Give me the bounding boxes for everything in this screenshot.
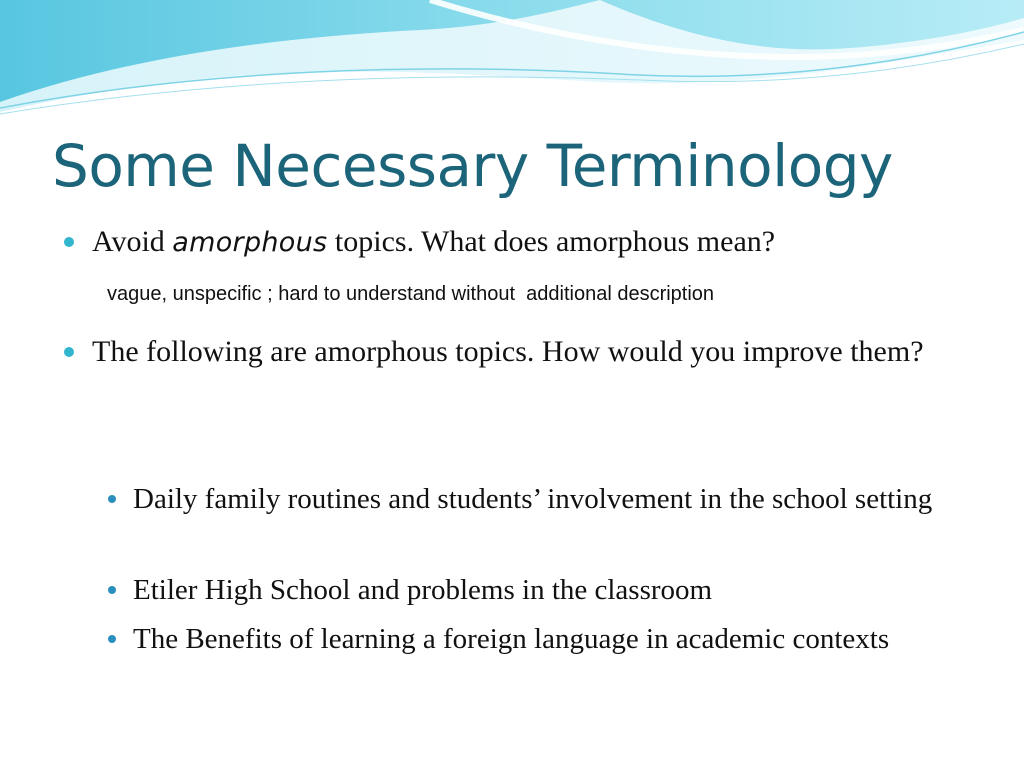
bullet1-prefix: Avoid bbox=[92, 225, 173, 258]
sub-bullet-dot bbox=[108, 495, 116, 503]
sub-item-benefits: The Benefits of learning a foreign language in academic contexts bbox=[133, 623, 890, 655]
bullet-following-topics: The following are amorphous topics. How would you improve them? bbox=[92, 335, 924, 368]
slide-title: Some Necessary Terminology bbox=[52, 132, 893, 200]
bullet-dot bbox=[64, 237, 74, 247]
decorative-wave-header bbox=[0, 0, 1024, 120]
sub-bullet-dot bbox=[108, 586, 116, 594]
sub-item-etiler: Etiler High School and problems in the classroom bbox=[133, 574, 713, 606]
bullet1-emphasis: amorphous bbox=[172, 227, 328, 258]
bullet1-suffix: topics. What does amorphous mean? bbox=[327, 225, 776, 258]
bullet-avoid-amorphous bbox=[92, 220, 972, 265]
answer-text: vague, unspecific ; hard to understand without additional description bbox=[107, 283, 715, 305]
bullet-dot bbox=[64, 347, 74, 357]
sub-item-daily-family: Daily family routines and students’ involvement in the school setting bbox=[133, 483, 933, 515]
sub-bullet-dot bbox=[108, 635, 116, 643]
